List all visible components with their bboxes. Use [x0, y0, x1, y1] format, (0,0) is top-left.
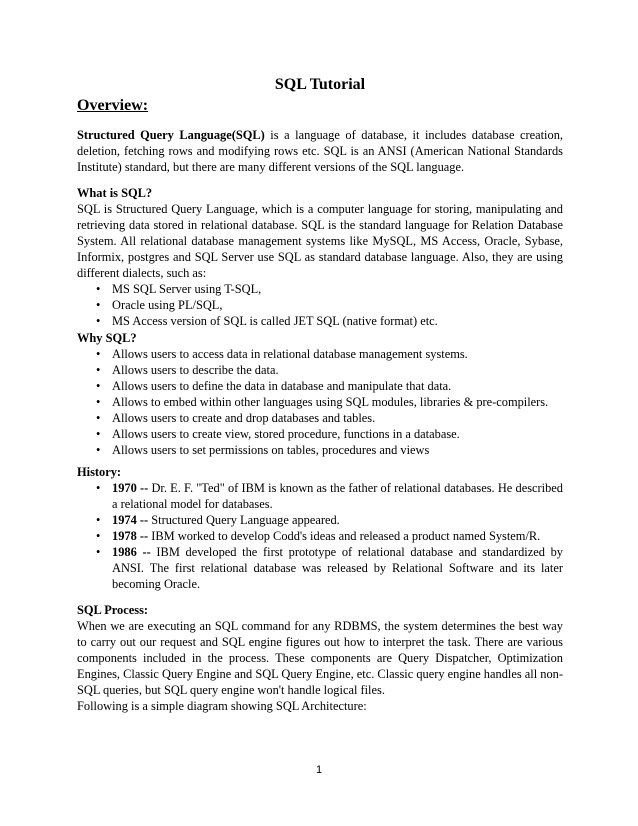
what-paragraph: SQL is Structured Query Language, which is a computer language for storing, manipulating and retrieving data stored in relational database. SQL is the standard language for Relation Database System. All relational database management systems like MySQL, MS Access, Oracle, Sybase, Informix, postgres and SQL Server use SQL as standard database language. Also, they are using different dialects, such as: — [77, 202, 563, 280]
why-heading: Why SQL? — [77, 331, 137, 345]
process-section — [77, 602, 563, 714]
history-list — [77, 480, 563, 592]
bullet-icon: • — [96, 545, 101, 559]
list-item: • Allows users to access data in relational database management systems. — [96, 347, 468, 361]
list-item: • 1978 -- IBM worked to develop Codd's ideas and released a product named System/R. — [96, 529, 541, 543]
bullet-icon: • — [96, 282, 101, 296]
list-item: • 1986 -- IBM developed the first prototype of relational database and standardized by ANSI. The first relational database was released by Relational Software and its later becoming Oracle. — [96, 545, 563, 591]
list-item: • 1974 -- Structured Query Language appeared. — [96, 513, 340, 527]
bullet-icon: • — [96, 347, 101, 361]
bullet-icon: • — [96, 379, 101, 393]
list-item: • MS Access version of SQL is called JET SQL (native format) etc. — [96, 314, 438, 328]
list-item: • Allows users to set permissions on tables, procedures and views — [96, 443, 430, 457]
list-item: • 1970 -- Dr. E. F. "Ted" of IBM is known as the father of relational databases. He described a relational model for databases. — [96, 481, 563, 511]
history-section — [77, 464, 563, 592]
page-number: 1 — [315, 764, 323, 776]
overview-heading: Overview: — [77, 97, 149, 114]
process-paragraph: When we are executing an SQL command for any RDBMS, the system determines the best way to carry out our request and SQL engine figures out how to interpret the task. There are various components included in the process. These components are Query Dispatcher, Optimization Engines, Classic Query Engine and SQL Query Engine, etc. Classic query engine handles all non-SQL queries, but SQL query engine won't handle logical files. — [77, 619, 563, 697]
history-heading: History: — [77, 465, 122, 479]
bullet-icon: • — [96, 529, 101, 543]
bullet-icon: • — [96, 481, 101, 495]
bullet-icon: • — [96, 363, 101, 377]
why-list — [77, 346, 563, 458]
what-heading: What is SQL? — [77, 186, 153, 200]
process-followup: Following is a simple diagram showing SQL Architecture: — [77, 699, 367, 713]
bullet-icon: • — [96, 443, 101, 457]
page-title: SQL Tutorial — [274, 76, 366, 93]
bullet-icon: • — [96, 427, 101, 441]
list-item: • Allows users to create view, stored procedure, functions in a database. — [96, 427, 460, 441]
why-section — [77, 330, 563, 458]
list-item: • MS SQL Server using T-SQL, — [96, 282, 262, 296]
list-item: • Allows users to define the data in database and manipulate that data. — [96, 379, 452, 393]
process-heading: SQL Process: — [77, 603, 149, 617]
list-item: • Allows to embed within other languages using SQL modules, libraries & pre-compilers. — [96, 395, 549, 409]
bullet-icon: • — [96, 314, 101, 328]
bullet-icon: • — [96, 298, 101, 312]
overview-text: is a language of database, it includes database creation, deletion, fetching rows and modifying rows etc. SQL is an ANSI (American National Standards Institute) standard, but there are many different versions of the SQL language. — [77, 128, 563, 174]
overview-paragraph — [77, 127, 563, 175]
overview-lead: Structured Query Language(SQL) — [77, 128, 265, 142]
list-item: • Allows users to create and drop databases and tables. — [96, 411, 376, 425]
what-list — [77, 281, 563, 329]
bullet-icon: • — [96, 411, 101, 425]
bullet-icon: • — [96, 513, 101, 527]
what-section — [77, 185, 563, 329]
list-item: • Allows users to describe the data. — [96, 363, 279, 377]
overview-section — [77, 127, 563, 175]
list-item: • Oracle using PL/SQL, — [96, 298, 223, 312]
bullet-icon: • — [96, 395, 101, 409]
